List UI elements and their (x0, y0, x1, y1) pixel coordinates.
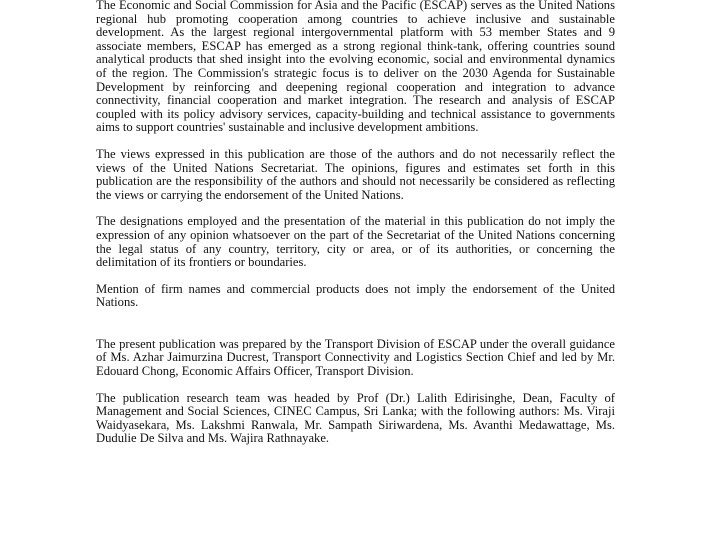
designations-disclaimer-paragraph: The designations employed and the presentation of the material in this publication do not imply the expression of any opinion whatsoever on the part of the Secretariat of the United Nations concerning the legal status of any country, territory, city or area, or of its authorities, or concerning the delimitation of its frontiers or boundaries. (96, 214, 615, 270)
views-disclaimer-paragraph: The views expressed in this publication are those of the authors and do not necessarily reflect the views of the United Nations Secretariat. The opinions, figures and estimates set forth in this publication are the responsibility of the authors and should not necessarily be considered as reflecting the views or carrying the endorsement of the United Nations. (96, 146, 615, 202)
firm-names-disclaimer-paragraph: Mention of firm names and commercial products does not imply the endorsement of the United Nations. (96, 281, 615, 310)
document-page (96, 0, 615, 446)
research-team-paragraph: The publication research team was headed by Prof (Dr.) Lalith Edirisinghe, Dean, Faculty of Management and Social Sciences, CINEC Campus, Sri Lanka; with the following authors: Ms. Viraji Waidyasekara, Ms. Lakshmi Ranwala, Mr. Sampath Siriwardena, Ms. Avanthi Medawattage, Ms. Dudulie De Silva and Ms. Wajira Rathnayake. (96, 390, 615, 446)
preparation-credit-paragraph: The present publication was prepared by the Transport Division of ESCAP under the overall guidance of Ms. Azhar Jaimurzina Ducrest, Transport Connectivity and Logistics Section Chief and led by Mr. Edouard Chong, Economic Affairs Officer, Transport Division. (96, 336, 615, 379)
escap-intro-paragraph: The Economic and Social Commission for Asia and the Pacific (ESCAP) serves as the United Nations regional hub promoting cooperation among countries to achieve inclusive and sustainable development. As the largest regional intergovernmental platform with 53 member States and 9 associate members, ESCAP has emerged as a strong regional think-tank, offering countries sound analytical products that shed insight into the evolving economic, social and environmental dynamics of the region. The Commission's strategic focus is to deliver on the 2030 Agenda for Sustainable Development by reinforcing and deepening regional cooperation and integration to advance connectivity, financial cooperation and market integration. The research and analysis of ESCAP coupled with its policy advisory services, capacity-building and technical assistance to governments aims to support countries' sustainable and inclusive development ambitions. (96, 0, 615, 135)
